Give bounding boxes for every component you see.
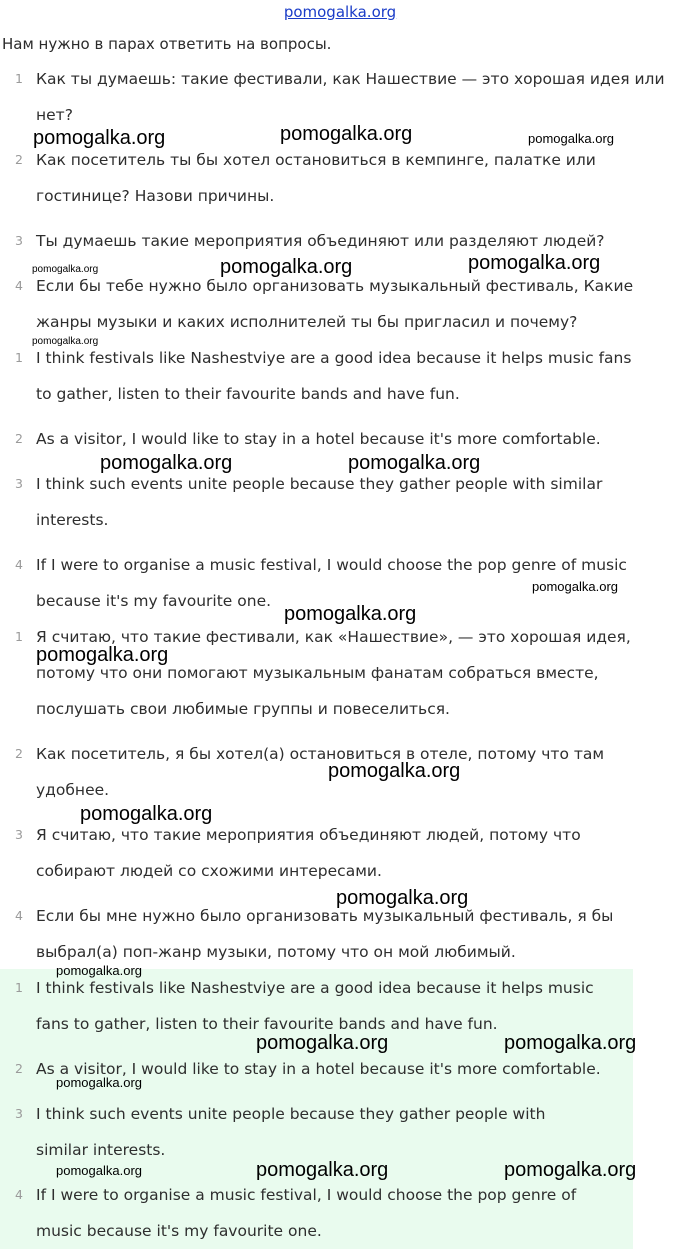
- item-line: жанры музыки и каких исполнителей ты бы пригласил и почему?: [36, 313, 578, 331]
- item-line: Если бы мне нужно было организовать музыкальный фестиваль, я бы: [36, 907, 614, 925]
- item-number: 2: [15, 1061, 23, 1076]
- item-number: 3: [15, 1106, 23, 1121]
- watermark: pomogalka.org: [220, 256, 353, 278]
- watermark: pomogalka.org: [56, 1075, 142, 1090]
- watermark: pomogalka.org: [32, 264, 99, 275]
- watermark: pomogalka.org: [80, 803, 213, 825]
- item-number: 3: [15, 476, 23, 491]
- item-line: I think festivals like Nashestviye are a good idea because it helps music fans: [36, 349, 632, 367]
- item-number: 1: [15, 980, 23, 995]
- item-line: interests.: [36, 511, 109, 529]
- watermark: pomogalka.org: [56, 963, 142, 978]
- item-line: нет?: [36, 106, 73, 124]
- watermark: pomogalka.org: [504, 1159, 637, 1181]
- item-line: Как посетитель, я бы хотел(а) остановиться в отеле, потому что там: [36, 745, 605, 763]
- item-line: Я считаю, что такие мероприятия объединяют людей, потому что: [36, 826, 581, 844]
- item-number: 2: [15, 746, 23, 761]
- item-line: послушать свои любимые группы и повеселиться.: [36, 700, 450, 718]
- item-line: собирают людей со схожими интересами.: [36, 862, 382, 880]
- item-number: 3: [15, 233, 23, 248]
- item-line: I think festivals like Nashestviye are a good idea because it helps music: [36, 979, 594, 997]
- item-number: 4: [15, 908, 23, 923]
- item-line: выбрал(а) поп-жанр музыки, потому что он мой любимый.: [36, 943, 516, 961]
- watermark: pomogalka.org: [32, 336, 99, 347]
- item-line: Ты думаешь такие мероприятия объединяют или разделяют людей?: [36, 232, 605, 250]
- item-number: 4: [15, 557, 23, 572]
- intro-text: Нам нужно в парах ответить на вопросы.: [2, 35, 332, 53]
- item-line: music because it's my favourite one.: [36, 1222, 322, 1240]
- item-number: 3: [15, 827, 23, 842]
- item-number: 2: [15, 152, 23, 167]
- item-line: If I were to organise a music festival, I would choose the pop genre of music: [36, 556, 627, 574]
- watermark: pomogalka.org: [284, 603, 417, 625]
- item-number: 4: [15, 1187, 23, 1202]
- watermark: pomogalka.org: [256, 1159, 389, 1181]
- item-number: 2: [15, 431, 23, 446]
- watermark: pomogalka.org: [256, 1032, 389, 1054]
- item-number: 1: [15, 71, 23, 86]
- watermark: pomogalka.org: [328, 760, 461, 782]
- watermark: pomogalka.org: [348, 452, 481, 474]
- item-line: because it's my favourite one.: [36, 592, 272, 610]
- item-line: потому что они помогают музыкальным фанатам собраться вместе,: [36, 664, 599, 682]
- item-line: similar interests.: [36, 1141, 166, 1159]
- item-line: Как посетитель ты бы хотел остановиться в кемпинге, палатке или: [36, 151, 596, 169]
- item-line: I think such events unite people because they gather people with similar: [36, 475, 603, 493]
- item-line: гостинице? Назови причины.: [36, 187, 275, 205]
- watermark: pomogalka.org: [280, 123, 413, 145]
- item-line: удобнее.: [36, 781, 110, 799]
- watermark: pomogalka.org: [528, 131, 614, 146]
- watermark: pomogalka.org: [56, 1163, 142, 1178]
- item-line: Я считаю, что такие фестивали, как «Нашествие», — это хорошая идея,: [36, 628, 631, 646]
- watermark: pomogalka.org: [33, 127, 166, 149]
- site-header-link[interactable]: pomogalka.org: [283, 3, 397, 21]
- item-number: 4: [15, 278, 23, 293]
- item-number: 1: [15, 629, 23, 644]
- item-line: I think such events unite people because they gather people with: [36, 1105, 546, 1123]
- watermark: pomogalka.org: [336, 887, 469, 909]
- item-line: Как ты думаешь: такие фестивали, как Нашествие — это хорошая идея или: [36, 70, 665, 88]
- item-line: As a visitor, I would like to stay in a hotel because it's more comfortable.: [36, 430, 601, 448]
- watermark: pomogalka.org: [504, 1032, 637, 1054]
- item-line: Если бы тебе нужно было организовать музыкальный фестиваль, Какие: [36, 277, 634, 295]
- watermark: pomogalka.org: [36, 644, 169, 666]
- watermark: pomogalka.org: [100, 452, 233, 474]
- watermark: pomogalka.org: [468, 252, 601, 274]
- item-line: If I were to organise a music festival, I would choose the pop genre of: [36, 1186, 577, 1204]
- watermark: pomogalka.org: [532, 579, 618, 594]
- item-line: to gather, listen to their favourite bands and have fun.: [36, 385, 460, 403]
- item-line: As a visitor, I would like to stay in a hotel because it's more comfortable.: [36, 1060, 601, 1078]
- item-line: fans to gather, listen to their favourite bands and have fun.: [36, 1015, 498, 1033]
- item-number: 1: [15, 350, 23, 365]
